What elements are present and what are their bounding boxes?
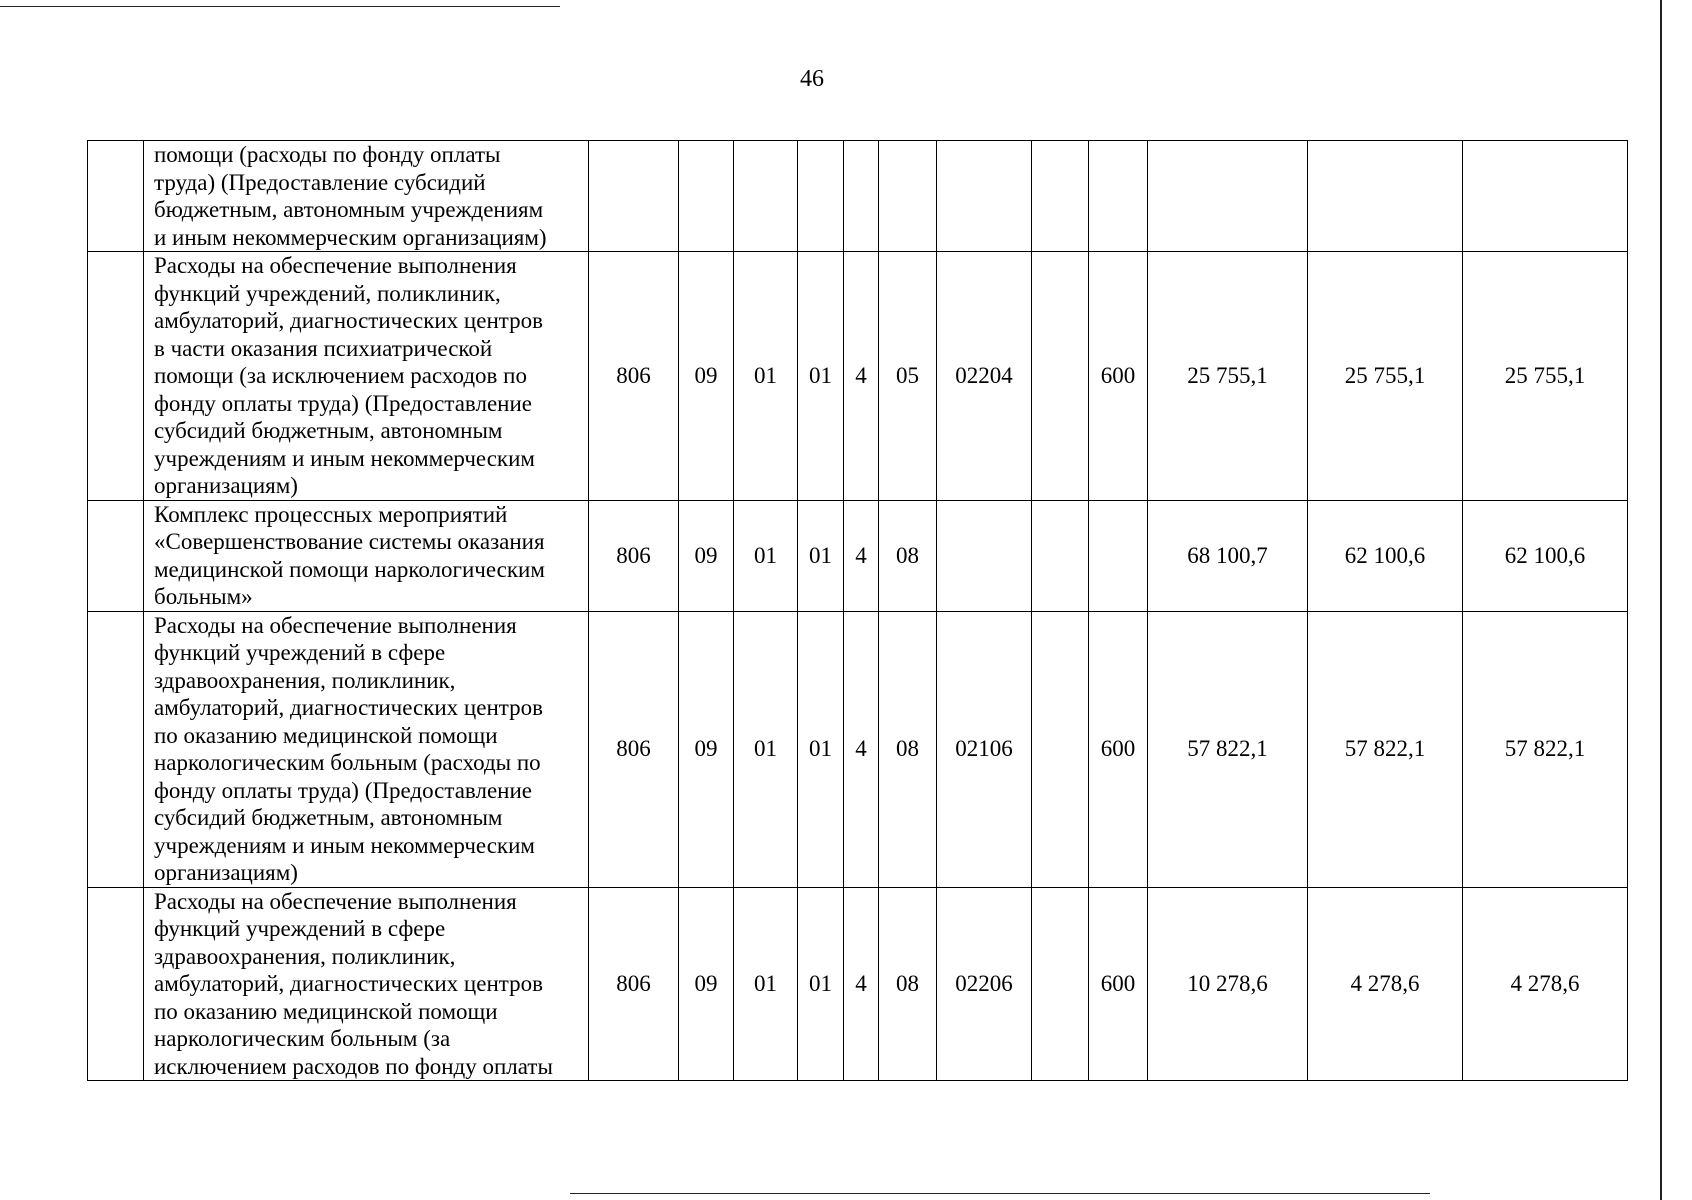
blank-cell — [1032, 500, 1089, 611]
description-cell: Комплекс процессных мероприятий «Совершенствование системы оказания медицинской помощи наркологическим больным» — [144, 500, 589, 611]
amount-year3-cell: 25 755,1 — [1463, 252, 1628, 501]
program-code-cell: 01 — [798, 252, 844, 501]
subsection-code-cell: 01 — [734, 500, 798, 611]
subsection-code-cell — [734, 141, 798, 252]
table-row — [88, 500, 1628, 611]
amount-year2-cell: 25 755,1 — [1308, 252, 1463, 501]
page-number: 46 — [800, 66, 824, 92]
amount-year3-cell — [1463, 141, 1628, 252]
subprogram-code-cell: 05 — [879, 252, 937, 501]
subprogram-code-cell: 08 — [879, 500, 937, 611]
blank-cell — [1032, 141, 1089, 252]
expense-type-cell: 600 — [1089, 252, 1148, 501]
row-number-cell — [88, 611, 144, 887]
budget-table — [87, 140, 1628, 1081]
description-cell: Расходы на обеспечение выполнения функций учреждений в сфере здравоохранения, поликлиник, амбулаторий, диагностических центров по оказанию медицинской помощи наркологическим больным (за исключением расходов по фонду оплаты — [144, 887, 589, 1081]
row-number-cell — [88, 500, 144, 611]
type-code-cell: 4 — [844, 252, 879, 501]
subsection-code-cell: 01 — [734, 611, 798, 887]
section-code-cell — [679, 141, 734, 252]
amount-year1-cell: 57 822,1 — [1148, 611, 1308, 887]
expense-type-cell — [1089, 500, 1148, 611]
blank-cell — [1032, 887, 1089, 1081]
ministry-code-cell: 806 — [589, 611, 679, 887]
ministry-code-cell: 806 — [589, 887, 679, 1081]
subprogram-code-cell: 08 — [879, 611, 937, 887]
ministry-code-cell: 806 — [589, 500, 679, 611]
program-code-cell — [798, 141, 844, 252]
blank-cell — [1032, 252, 1089, 501]
description-cell: помощи (расходы по фонду оплаты труда) (Предоставление субсидий бюджетным, автономным учреждениям и иным некоммерческим организациям) — [144, 141, 589, 252]
amount-year3-cell: 4 278,6 — [1463, 887, 1628, 1081]
direction-code-cell — [937, 141, 1032, 252]
program-code-cell: 01 — [798, 887, 844, 1081]
row-number-cell — [88, 252, 144, 501]
subsection-code-cell: 01 — [734, 887, 798, 1081]
type-code-cell: 4 — [844, 611, 879, 887]
subprogram-code-cell — [879, 141, 937, 252]
type-code-cell: 4 — [844, 500, 879, 611]
section-code-cell: 09 — [679, 252, 734, 501]
section-code-cell: 09 — [679, 887, 734, 1081]
section-code-cell: 09 — [679, 611, 734, 887]
amount-year3-cell: 57 822,1 — [1463, 611, 1628, 887]
ministry-code-cell — [589, 141, 679, 252]
expense-type-cell: 600 — [1089, 611, 1148, 887]
amount-year3-cell: 62 100,6 — [1463, 500, 1628, 611]
scan-edge-right — [1660, 0, 1662, 1200]
amount-year2-cell: 57 822,1 — [1308, 611, 1463, 887]
description-cell: Расходы на обеспечение выполнения функций учреждений, поликлиник, амбулаторий, диагностических центров в части оказания психиатрической помощи (за исключением расходов по фонду оплаты труда) (Предоставление субсидий бюджетным, автономным учреждениям и иным некоммерческим организациям) — [144, 252, 589, 501]
amount-year1-cell: 68 100,7 — [1148, 500, 1308, 611]
direction-code-cell: 02206 — [937, 887, 1032, 1081]
program-code-cell: 01 — [798, 500, 844, 611]
amount-year2-cell: 4 278,6 — [1308, 887, 1463, 1081]
program-code-cell: 01 — [798, 611, 844, 887]
table-row — [88, 252, 1628, 501]
direction-code-cell: 02106 — [937, 611, 1032, 887]
blank-cell — [1032, 611, 1089, 887]
direction-code-cell: 02204 — [937, 252, 1032, 501]
table-row — [88, 887, 1628, 1081]
subsection-code-cell: 01 — [734, 252, 798, 501]
scan-edge-bottom — [570, 1193, 1430, 1194]
amount-year1-cell: 25 755,1 — [1148, 252, 1308, 501]
type-code-cell — [844, 141, 879, 252]
table-row — [88, 141, 1628, 252]
amount-year2-cell: 62 100,6 — [1308, 500, 1463, 611]
subprogram-code-cell: 08 — [879, 887, 937, 1081]
amount-year1-cell — [1148, 141, 1308, 252]
table-row — [88, 611, 1628, 887]
type-code-cell: 4 — [844, 887, 879, 1081]
row-number-cell — [88, 887, 144, 1081]
expense-type-cell: 600 — [1089, 887, 1148, 1081]
description-cell: Расходы на обеспечение выполнения функций учреждений в сфере здравоохранения, поликлиник, амбулаторий, диагностических центров по оказанию медицинской помощи наркологическим больным (расходы по фонду оплаты труда) (Предоставление субсидий бюджетным, автономным учреждениям и иным некоммерческим организациям) — [144, 611, 589, 887]
amount-year2-cell — [1308, 141, 1463, 252]
section-code-cell: 09 — [679, 500, 734, 611]
expense-type-cell — [1089, 141, 1148, 252]
row-number-cell — [88, 141, 144, 252]
direction-code-cell — [937, 500, 1032, 611]
scan-edge-top — [0, 6, 560, 7]
ministry-code-cell: 806 — [589, 252, 679, 501]
amount-year1-cell: 10 278,6 — [1148, 887, 1308, 1081]
